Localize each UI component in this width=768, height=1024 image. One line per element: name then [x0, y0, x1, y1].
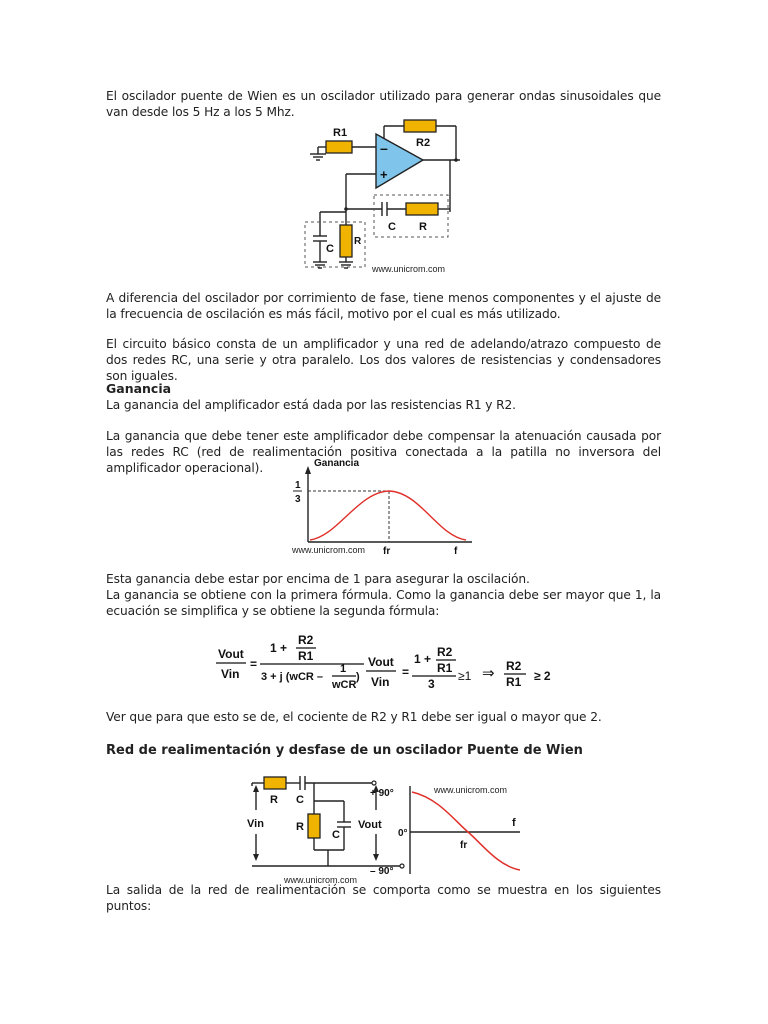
- watermark: www.unicrom.com: [372, 264, 446, 274]
- network-c-parallel-label: C: [332, 829, 340, 841]
- r-series-label: R: [419, 221, 427, 233]
- r-parallel-label: R: [354, 236, 362, 247]
- paragraph-gain-resistors: La ganancia del amplificador está dada por las resistencias R1 y R2.: [106, 398, 516, 412]
- network-vout-label: Vout: [358, 819, 382, 831]
- formula-wcr: wCR: [332, 679, 357, 691]
- formula-den-right: ): [356, 671, 360, 683]
- phase-chart: [370, 780, 530, 878]
- formula-r2b: R2: [437, 645, 453, 659]
- phase-zero: 0°: [398, 828, 408, 839]
- phase-watermark: www.unicrom.com: [434, 785, 508, 795]
- phase-minus90: – 90°: [370, 866, 394, 877]
- paragraph-ratio-note: Ver que para que esto se de, el cociente de R2 y R1 debe ser igual o mayor que 2.: [106, 710, 602, 724]
- gain-axis-label: Ganancia: [314, 458, 360, 469]
- network-r-parallel-label: R: [296, 821, 304, 833]
- c-parallel-label: C: [326, 243, 334, 255]
- formula-den-left: 3 + j (wCR –: [261, 671, 324, 683]
- network-c-label: C: [296, 794, 304, 806]
- fr-label: fr: [383, 546, 391, 557]
- heading-feedback-network: Red de realimentación y desfase de un oscilador Puente de Wien: [106, 743, 583, 758]
- paragraph-gain-above-one: Esta ganancia debe estar por encima de 1 para asegurar la oscilación.: [106, 572, 530, 586]
- gain-watermark: www.unicrom.com: [292, 545, 366, 555]
- network-r-label: R: [270, 794, 278, 806]
- formula-one: 1: [340, 663, 347, 675]
- network-watermark: www.unicrom.com: [284, 875, 358, 885]
- formula-eq2: =: [402, 665, 410, 679]
- phase-fr-label: fr: [460, 840, 468, 851]
- network-vin-label: Vin: [247, 818, 264, 830]
- formula-vin2: Vin: [371, 675, 390, 689]
- formula-vin: Vin: [221, 667, 240, 681]
- r1-label: R1: [333, 127, 348, 139]
- formula-ge1: ≥1: [458, 669, 472, 683]
- intro-paragraph: El oscilador puente de Wien es un oscilador utilizado para generar ondas sinusoidales que van desde los 5 Hz a los 5 Mhz.: [106, 89, 661, 119]
- formula-vout2: Vout: [368, 655, 394, 669]
- minus-sign: –: [380, 140, 388, 156]
- fraction-denominator: 3: [295, 494, 301, 505]
- r2-label: R2: [416, 137, 431, 149]
- gain-curve-chart: [288, 456, 478, 560]
- formula-eq: =: [250, 657, 258, 671]
- paragraph-formula-intro: La ganancia se obtiene con la primera fórmula. Como la ganancia debe ser mayor que 1, la ecuación se simplifica y se obtiene la segunda fórmula:: [106, 588, 661, 618]
- formula-ge2: ≥ 2: [534, 669, 551, 683]
- paragraph-gain-compensation: La ganancia que debe tener este amplificador debe compensar la atenuación causada por las redes RC (red de realimentación positiva conectada a la patilla no inversora del amplificador operacional).: [106, 429, 661, 475]
- formula-r2c: R2: [506, 659, 522, 673]
- paragraph-output-behavior: La salida de la red de realimentación se comporta como se muestra en los siguientes puntos:: [106, 883, 661, 913]
- heading-ganancia: Ganancia: [106, 381, 172, 396]
- formula-one-plus2: 1 +: [414, 652, 432, 666]
- paragraph-difference: A diferencia del oscilador por corrimiento de fase, tiene menos componentes y el ajuste de la frecuencia de oscilación es más fácil, motivo por el cual es más utilizado.: [106, 291, 661, 321]
- formula-one-plus: 1 +: [270, 641, 288, 655]
- c-series-label: C: [388, 221, 396, 233]
- formula-three: 3: [428, 677, 435, 691]
- f-label: f: [454, 546, 458, 557]
- gain-formula: [212, 630, 572, 692]
- formula-r2: R2: [298, 633, 314, 647]
- phase-plus90: + 90°: [370, 788, 394, 799]
- plus-sign: +: [380, 167, 388, 182]
- fraction-numerator: 1: [295, 480, 301, 491]
- phase-f-label: f: [512, 817, 516, 829]
- formula-r1: R1: [298, 649, 314, 663]
- formula-implies: ⇒: [482, 665, 495, 682]
- formula-r1b: R1: [437, 661, 453, 675]
- formula-vout: Vout: [218, 647, 244, 661]
- formula-r1c: R1: [506, 675, 522, 689]
- paragraph-basic-circuit: El circuito básico consta de un amplificador y una red de adelando/atrazo compuesto de dos redes RC, una serie y otra paralelo. Los dos valores de resistencias y condensadores son iguales.: [106, 337, 661, 383]
- wien-bridge-circuit-diagram: [300, 112, 480, 277]
